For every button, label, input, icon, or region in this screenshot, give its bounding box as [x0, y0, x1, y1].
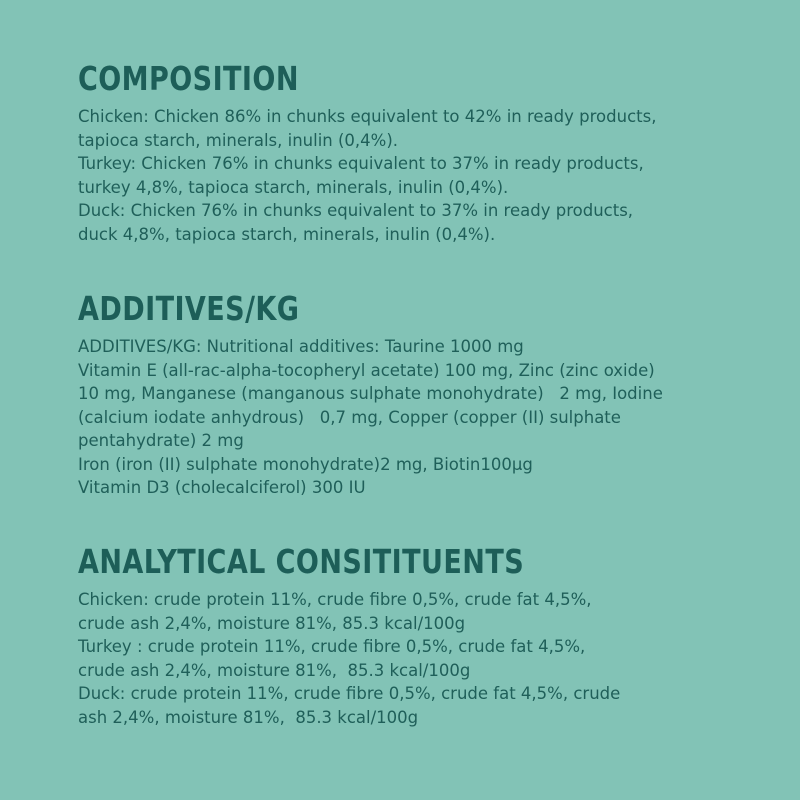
analytical-heading: ANALYTICAL CONSITITUENTS	[78, 542, 525, 581]
analytical-text	[78, 588, 778, 729]
analytical-line: Chicken: crude protein 11%, crude fibre 0,5%, crude fat 4,5%,	[78, 590, 592, 609]
additives-heading: ADDITIVES/KG	[78, 289, 300, 328]
analytical-section	[78, 542, 778, 729]
analytical-line: crude ash 2,4%, moisture 81%, 85.3 kcal/100g	[78, 613, 466, 633]
additives-line: Iron (iron (II) sulphate monohydrate)2 mg, Biotin100µg	[78, 454, 533, 474]
analytical-line: ash 2,4%, moisture 81%, 85.3 kcal/100g	[78, 707, 419, 727]
additives-section	[78, 289, 778, 500]
composition-line: turkey 4,8%, tapioca starch, minerals, inulin (0,4%).	[78, 177, 509, 197]
analytical-line: crude ash 2,4%, moisture 81%, 85.3 kcal/100g	[78, 660, 471, 680]
additives-line: 10 mg, Manganese (manganous sulphate monohydrate) 2 mg, Iodine	[78, 384, 663, 403]
composition-line: Turkey: Chicken 76% in chunks equivalent to 37% in ready products,	[78, 154, 644, 173]
composition-line: Duck: Chicken 76% in chunks equivalent to 37% in ready products,	[78, 201, 634, 220]
additives-text	[78, 335, 778, 500]
additives-line: Vitamin E (all-rac-alpha-tocopheryl acetate) 100 mg, Zinc (zinc oxide)	[78, 360, 655, 380]
composition-section	[78, 59, 778, 246]
composition-line: duck 4,8%, tapioca starch, minerals, inulin (0,4%).	[78, 224, 496, 244]
composition-text	[78, 105, 778, 246]
analytical-line: Turkey : crude protein 11%, crude fibre 0,5%, crude fat 4,5%,	[78, 637, 586, 656]
additives-line: pentahydrate) 2 mg	[78, 431, 244, 450]
composition-line: Chicken: Chicken 86% in chunks equivalent to 42% in ready products,	[78, 107, 657, 126]
analytical-line: Duck: crude protein 11%, crude fibre 0,5%, crude fat 4,5%, crude	[78, 684, 621, 703]
additives-line: ADDITIVES/KG: Nutritional additives: Taurine 1000 mg	[78, 337, 524, 356]
additives-line: (calcium iodate anhydrous) 0,7 mg, Copper (copper (II) sulphate	[78, 407, 621, 427]
composition-heading: COMPOSITION	[78, 59, 299, 98]
additives-line: Vitamin D3 (cholecalciferol) 300 IU	[78, 478, 366, 497]
composition-line: tapioca starch, minerals, inulin (0,4%).	[78, 130, 399, 150]
